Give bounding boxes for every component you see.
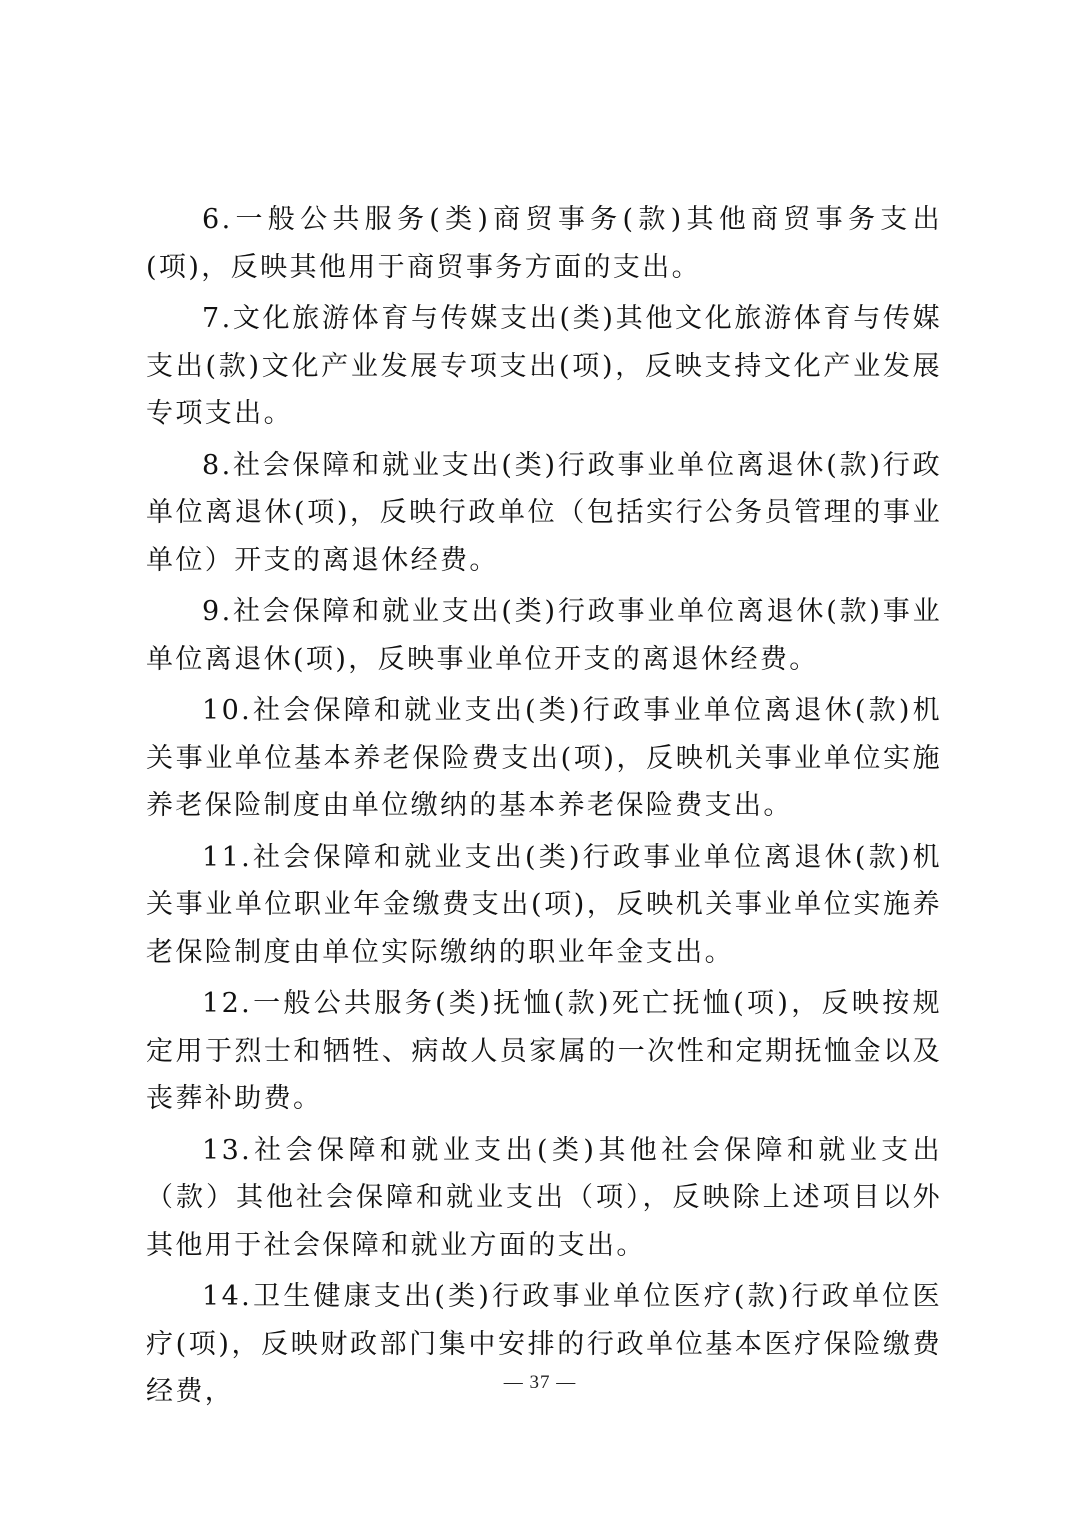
page-number: — 37 —: [503, 1372, 577, 1393]
paragraph-14: 14.卫生健康支出(类)行政事业单位医疗(款)行政单位医疗(项)，反映财政部门集中安排的行政单位基本医疗保险缴费经费，: [146, 1281, 942, 1407]
paragraph-7: 7.文化旅游体育与传媒支出(类)其他文化旅游体育与传媒支出(款)文化产业发展专项支出(项)，反映支持文化产业发展专项支出。: [146, 303, 942, 429]
document-body: [146, 196, 942, 1420]
paragraph-10: 10.社会保障和就业支出(类)行政事业单位离退休(款)机关事业单位基本养老保险费支出(项)，反映机关事业单位实施养老保险制度由单位缴纳的基本养老保险费支出。: [146, 695, 942, 821]
paragraph-8: 8.社会保障和就业支出(类)行政事业单位离退休(款)行政单位离退休(项)，反映行政单位（包括实行公务员管理的事业单位）开支的离退休经费。: [146, 449, 942, 576]
paragraph-13: 13.社会保障和就业支出(类)其他社会保障和就业支出（款）其他社会保障和就业支出（项），反映除上述项目以外其他用于社会保障和就业方面的支出。: [146, 1134, 942, 1261]
paragraph-11: 11.社会保障和就业支出(类)行政事业单位离退休(款)机关事业单位职业年金缴费支出(项)，反映机关事业单位实施养老保险制度由单位实际缴纳的职业年金支出。: [146, 841, 942, 968]
paragraph-6: 6.一般公共服务(类)商贸事务(款)其他商贸事务支出(项)，反映其他用于商贸事务方面的支出。: [146, 204, 942, 283]
paragraph-12: 12.一般公共服务(类)抚恤(款)死亡抚恤(项)，反映按规定用于烈士和牺牲、病故人员家属的一次性和定期抚恤金以及丧葬补助费。: [146, 988, 942, 1114]
paragraph-9: 9.社会保障和就业支出(类)行政事业单位离退休(款)事业单位离退休(项)，反映事业单位开支的离退休经费。: [146, 596, 942, 675]
